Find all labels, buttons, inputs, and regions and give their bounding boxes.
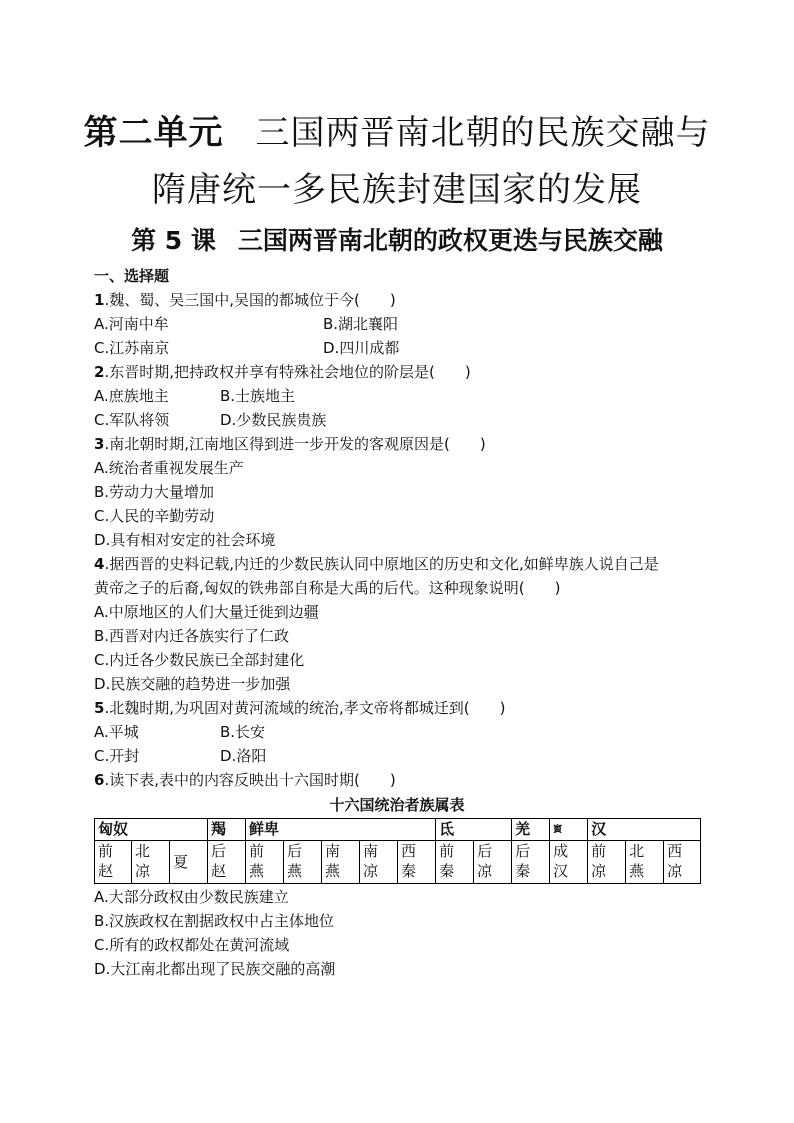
question-2-option-a: A.庶族地主 xyxy=(94,387,169,405)
table-state-cell: 夏 xyxy=(170,841,208,884)
table-caption: 十六国统治者族属表 xyxy=(329,796,465,814)
question-number: 6 xyxy=(94,771,105,789)
table-state-cell: 南 凉 xyxy=(360,841,398,884)
question-6-stem: 6.读下表,表中的内容反映出十六国时期( ) xyxy=(94,771,396,789)
question-5-option-b: B.长安 xyxy=(220,723,266,741)
table-state-cell: 北 燕 xyxy=(626,841,664,884)
table-state-cell: 南 燕 xyxy=(322,841,360,884)
table-group-cell: 羌 xyxy=(512,819,550,841)
table-group-cell: 匈奴 xyxy=(95,819,208,841)
question-6-option-d: D.大江南北都出现了民族交融的高潮 xyxy=(94,960,336,978)
question-number: 3 xyxy=(94,435,105,453)
question-4-stem: 4.据西晋的史料记载,内迁的少数民族认同中原地区的历史和文化,如鲜卑族人说自己是 xyxy=(94,555,659,573)
table-row-ethnic-groups xyxy=(95,819,701,841)
question-1-stem: 1.魏、蜀、吴三国中,吴国的都城位于今( ) xyxy=(94,291,396,309)
table-state-cell: 前 凉 xyxy=(588,841,626,884)
question-2-option-b: B.士族地主 xyxy=(220,387,296,405)
question-2-option-d: D.少数民族贵族 xyxy=(220,411,327,429)
question-3-option-c: C.人民的辛勤劳动 xyxy=(94,507,215,525)
question-5-stem: 5.北魏时期,为巩固对黄河流域的统治,孝文帝将都城迁到( ) xyxy=(94,699,506,717)
table-group-cell: 羯 xyxy=(208,819,246,841)
question-1-option-b: B.湖北襄阳 xyxy=(323,315,399,333)
question-6-option-a: A.大部分政权由少数民族建立 xyxy=(94,888,289,906)
table-group-cell: 氐 xyxy=(436,819,512,841)
question-4-option-a: A.中原地区的人们大量迁徙到边疆 xyxy=(94,603,319,621)
question-4-option-d: D.民族交融的趋势进一步加强 xyxy=(94,675,291,693)
unit-number: 第二单元 xyxy=(83,113,224,153)
unit-title-line-1 xyxy=(0,113,794,153)
table-state-cell: 后 凉 xyxy=(474,841,512,884)
question-3-option-d: D.具有相对安定的社会环境 xyxy=(94,531,276,549)
question-5-option-c: C.开封 xyxy=(94,747,140,765)
table-state-cell: 后 赵 xyxy=(208,841,246,884)
table-group-cell: 鲜卑 xyxy=(246,819,436,841)
question-4-option-c: C.内迁各少数民族已全部封建化 xyxy=(94,651,305,669)
question-1-option-d: D.四川成都 xyxy=(323,339,400,357)
question-5-option-a: A.平城 xyxy=(94,723,139,741)
section-heading: 一、选择题 xyxy=(94,267,170,285)
question-1-option-c: C.江苏南京 xyxy=(94,339,170,357)
question-4-option-b: B.西晋对内迁各族实行了仁政 xyxy=(94,627,290,645)
table-state-cell: 前 燕 xyxy=(246,841,284,884)
table-group-cell: 賨 xyxy=(550,819,588,841)
table-state-cell: 前 赵 xyxy=(95,841,132,884)
question-6-option-c: C.所有的政权都处在黄河流域 xyxy=(94,936,290,954)
question-3-option-a: A.统治者重视发展生产 xyxy=(94,459,244,477)
unit-title-text-1: 三国两晋南北朝的民族交融与 xyxy=(255,113,711,153)
table-state-cell: 成 汉 xyxy=(550,841,588,884)
lesson-number: 第 5 课 xyxy=(131,226,216,255)
question-1-option-a: A.河南中牟 xyxy=(94,315,169,333)
table-state-cell: 西 凉 xyxy=(664,841,701,884)
table-row-states xyxy=(95,841,701,884)
unit-title-line-2: 隋唐统一多民族封建国家的发展 xyxy=(152,170,642,210)
table-state-cell: 后 秦 xyxy=(512,841,550,884)
question-5-option-d: D.洛阳 xyxy=(220,747,267,765)
question-number: 5 xyxy=(94,699,105,717)
question-2-stem: 2.东晋时期,把持政权并享有特殊社会地位的阶层是( ) xyxy=(94,363,471,381)
question-number: 2 xyxy=(94,363,105,381)
question-4-stem-continued: 黄帝之子的后裔,匈奴的铁弗部自称是大禹的后代。这种现象说明( ) xyxy=(94,579,561,597)
table-state-cell: 西 秦 xyxy=(398,841,436,884)
question-3-option-b: B.劳动力大量增加 xyxy=(94,483,215,501)
lesson-title-text: 三国两晋南北朝的政权更迭与民族交融 xyxy=(237,226,663,255)
question-number: 4 xyxy=(94,555,105,573)
tribe-table xyxy=(94,818,701,884)
table-state-cell: 前 秦 xyxy=(436,841,474,884)
question-3-stem: 3.南北朝时期,江南地区得到进一步开发的客观原因是( ) xyxy=(94,435,486,453)
lesson-title xyxy=(0,223,794,259)
question-6-option-b: B.汉族政权在割据政权中占主体地位 xyxy=(94,912,335,930)
table-state-cell: 北 凉 xyxy=(132,841,170,884)
question-number: 1 xyxy=(94,291,105,309)
table-state-cell: 后 燕 xyxy=(284,841,322,884)
table-group-cell: 汉 xyxy=(588,819,701,841)
question-2-option-c: C.军队将领 xyxy=(94,411,170,429)
